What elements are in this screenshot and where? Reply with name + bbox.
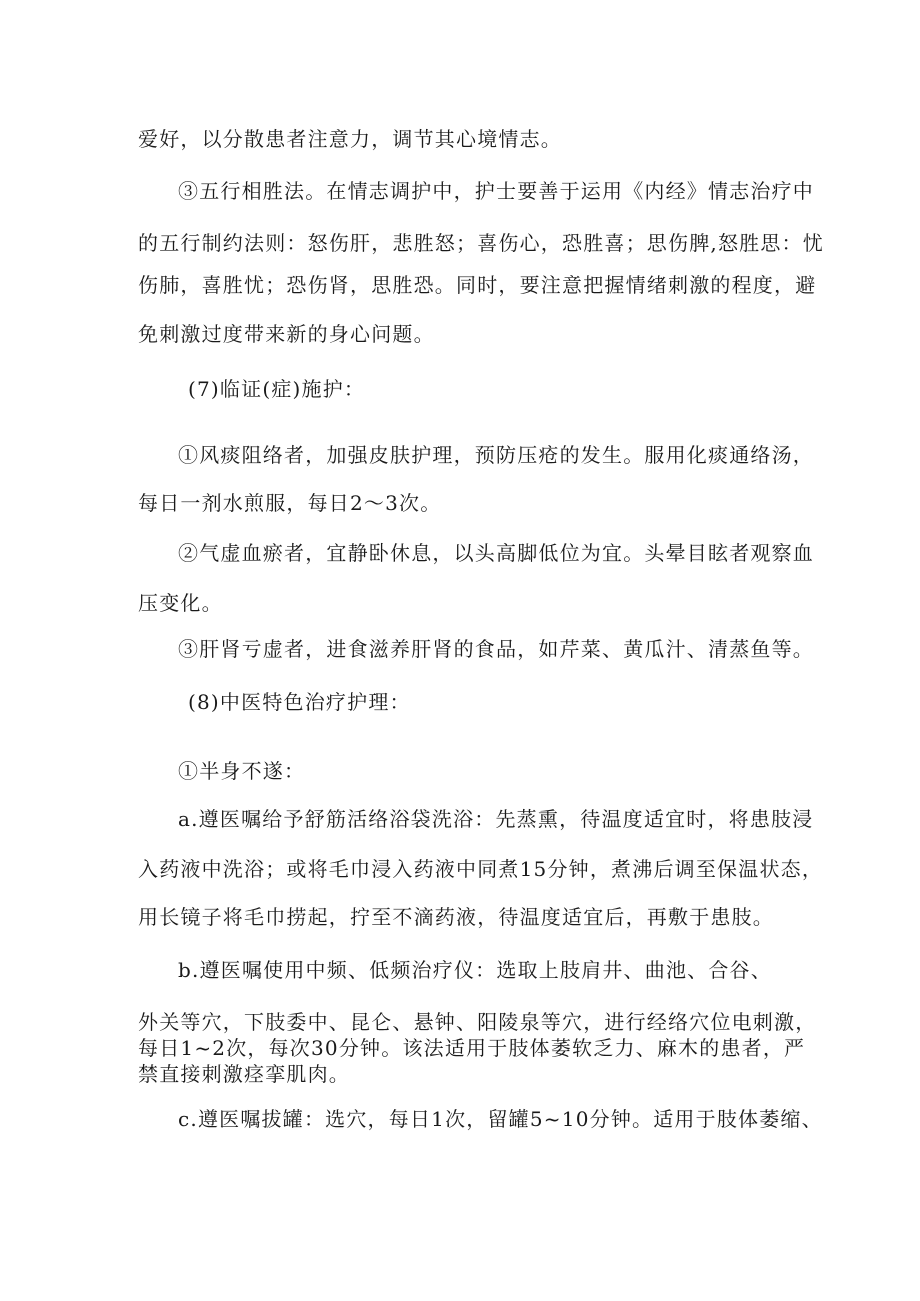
section-heading-8: (8)中医特色治疗护理： bbox=[188, 690, 411, 714]
paragraph-line-15: 入药液中洗浴；或将毛巾浸入药液中同煮15分钟，煮沸后调至保温状态， bbox=[138, 857, 824, 881]
paragraph-line-7: ①风痰阻络者，加强皮肤护理，预防压疮的发生。服用化痰通络汤， bbox=[178, 443, 814, 467]
paragraph-line-16: 用长镜子将毛巾捞起，拧至不滴药液，待温度适宜后，再敷于患肢。 bbox=[138, 905, 774, 929]
paragraph-line-1: 爱好，以分散患者注意力，调节其心境情志。 bbox=[138, 127, 562, 151]
paragraph-line-13: ①半身不遂： bbox=[178, 759, 306, 783]
paragraph-line-17: b.遵医嘱使用中频、低频治疗仪：选取上肢肩井、曲池、合谷、 bbox=[178, 958, 772, 982]
paragraph-line-14: a.遵医嘱给予舒筋活络浴袋洗浴：先蒸熏，待温度适宜时，将患肢浸 bbox=[178, 807, 814, 831]
paragraph-line-9: ②气虚血瘀者，宜静卧休息，以头高脚低位为宜。头晕目眩者观察血 bbox=[178, 541, 814, 565]
paragraph-line-20: 禁直接刺激痉挛肌肉。 bbox=[138, 1062, 350, 1086]
paragraph-line-21: c.遵医嘱拔罐：选穴，每日1次，留罐5~10分钟。适用于肢体萎缩、 bbox=[178, 1107, 823, 1131]
paragraph-line-3: 的五行制约法则：怒伤肝，悲胜怒；喜伤心，恐胜喜；思伤脾,怒胜思：忧 bbox=[138, 231, 824, 255]
paragraph-line-8: 每日一剂水煎服，每日2～3次。 bbox=[138, 491, 442, 515]
paragraph-line-5: 免刺激过度带来新的身心问题。 bbox=[138, 322, 435, 346]
paragraph-line-19: 每日1~2次，每次30分钟。该法适用于肢体萎软乏力、麻木的患者，严 bbox=[138, 1036, 806, 1060]
paragraph-line-2: ③五行相胜法。在情志调护中，护士要善于运用《内经》情志治疗中 bbox=[178, 179, 814, 203]
paragraph-line-11: ③肝肾亏虚者，进食滋养肝肾的食品，如芹菜、黄瓜汁、清蒸鱼等。 bbox=[178, 637, 814, 661]
paragraph-line-10: 压变化。 bbox=[138, 591, 223, 615]
section-heading-7: (7)临证(症)施护： bbox=[188, 377, 366, 401]
paragraph-line-18: 外关等穴，下肢委中、昆仑、悬钟、阳陵泉等穴，进行经络穴位电刺激， bbox=[138, 1010, 817, 1034]
paragraph-line-4: 伤肺，喜胜忧；恐伤肾，思胜恐。同时，要注意把握情绪刺激的程度，避 bbox=[138, 273, 817, 297]
